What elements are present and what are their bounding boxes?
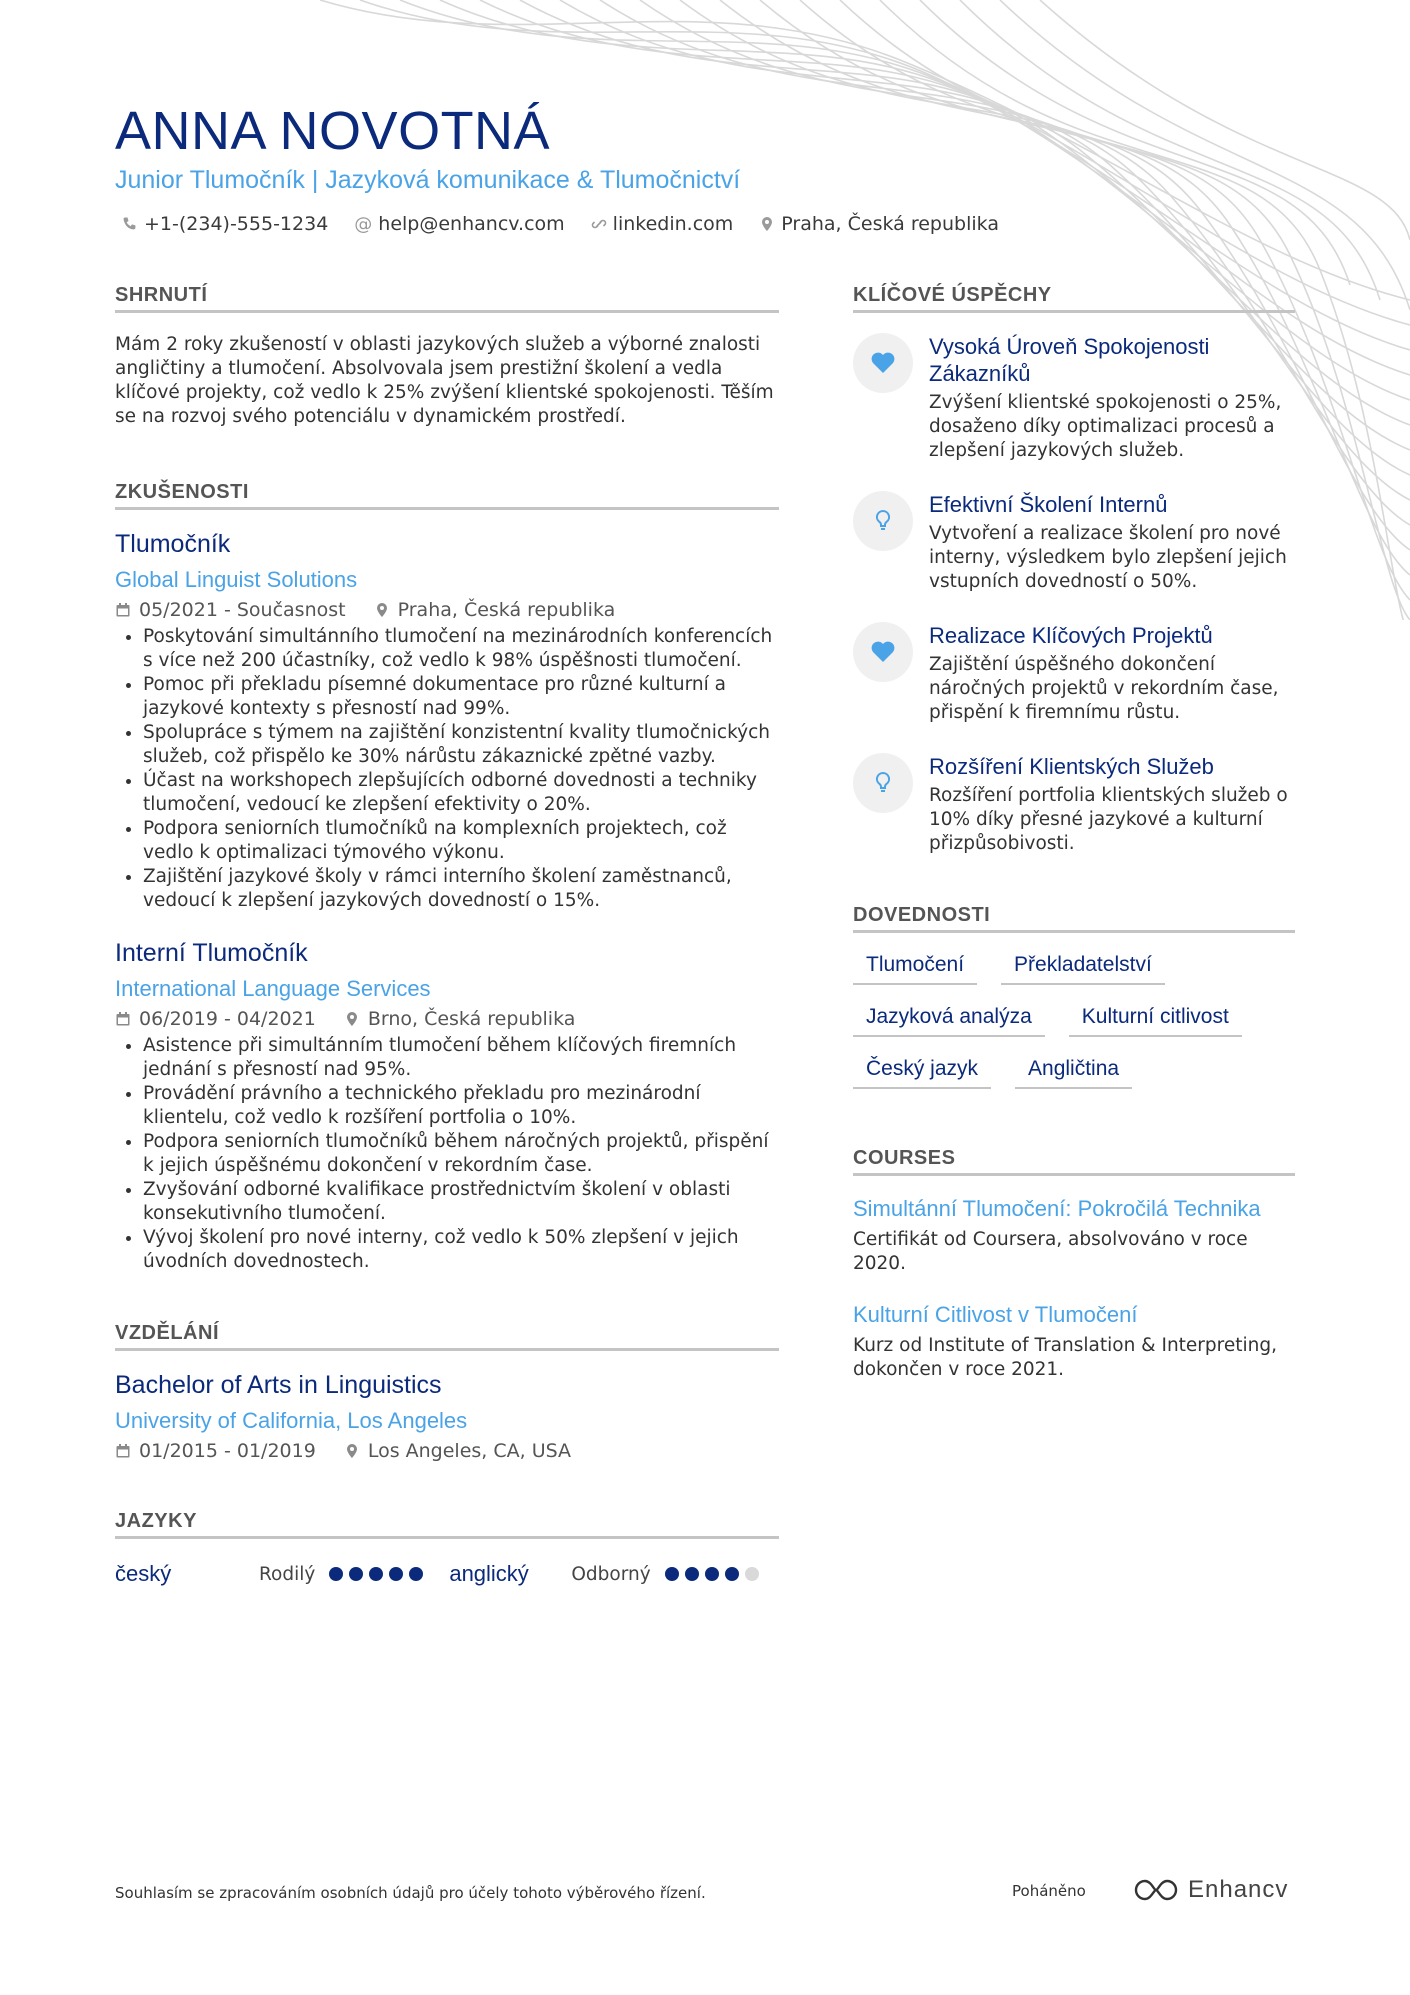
achievement-desc: Zajištění úspěšného dokončení náročných projektů v rekordním čase, přispění k firemnímu růstu. — [929, 654, 1279, 723]
job-bullet: • Provádění právního a technického překladu pro mezinárodní klientelu, což vedlo k rozšíření portfolia o 10%. — [143, 1082, 779, 1130]
language-level: Odborný — [571, 1563, 651, 1585]
job-bullets — [115, 1034, 779, 1274]
job-meta — [115, 1008, 779, 1030]
course-item — [853, 1302, 1295, 1382]
achievements-heading: KLÍČOVÉ ÚSPĚCHY — [853, 284, 1295, 313]
rating-dot — [409, 1567, 423, 1581]
candidate-name: ANNA NOVOTNÁ — [115, 101, 551, 161]
location-pin-icon — [759, 216, 775, 232]
calendar-icon — [115, 602, 131, 618]
email-text: help@enhancv.com — [378, 213, 565, 235]
course-desc: Kurz od Institute of Translation & Interpreting, dokončen v roce 2021. — [853, 1335, 1277, 1380]
heart-icon — [870, 640, 896, 664]
link-icon — [591, 216, 607, 232]
left-column — [115, 284, 779, 1587]
language-rating — [329, 1567, 449, 1581]
job-bullet: • Poskytování simultánního tlumočení na mezinárodních konferencích s více než 200 účastníky, což vedlo k 98% úspěšnosti tlumočení. — [143, 625, 779, 673]
rating-dot — [389, 1567, 403, 1581]
job-bullet: • Podpora seniorních tlumočníků na komplexních projektech, což vedlo k optimalizaci týmového výkonu. — [143, 817, 779, 865]
job-dates — [115, 599, 346, 621]
enhancv-logo[interactable] — [1132, 1876, 1288, 1904]
achievement-desc: Zvýšení klientské spokojenosti o 25%, dosaženo díky optimalizaci procesů a zlepšení jazykových služeb. — [929, 392, 1282, 461]
calendar-icon — [115, 1443, 131, 1459]
achievement-icon-circle — [853, 753, 913, 813]
achievement-item — [853, 491, 1295, 594]
achievement-icon-circle — [853, 622, 913, 682]
achievement-item — [853, 622, 1295, 725]
rating-dot — [349, 1567, 363, 1581]
job-location-text: Brno, Česká republika — [367, 1008, 576, 1030]
education-degree: Bachelor of Arts in Linguistics — [115, 1371, 442, 1399]
achievement-item — [853, 333, 1295, 463]
job-location — [374, 599, 616, 621]
job-bullet: • Účast na workshopech zlepšujících odborné dovednosti a techniky tlumočení, vedoucí ke zlepšení efektivity o 20%. — [143, 769, 779, 817]
language-level: Rodilý — [259, 1563, 316, 1585]
lightbulb-icon — [874, 509, 892, 533]
skill-tag: Překladatelství — [1001, 953, 1165, 985]
education-location — [344, 1440, 571, 1462]
summary-heading: SHRNUTÍ — [115, 284, 779, 313]
rating-dot — [685, 1567, 699, 1581]
education-dates-text: 01/2015 - 01/2019 — [139, 1440, 316, 1462]
languages-row — [115, 1561, 779, 1587]
enhancv-logo-text: Enhancv — [1188, 1876, 1289, 1903]
contact-phone[interactable] — [122, 213, 328, 235]
enhancv-logo-icon — [1132, 1877, 1180, 1903]
achievement-icon-circle — [853, 333, 913, 393]
achievement-title: Realizace Klíčových Projektů — [929, 623, 1213, 648]
skills-list — [853, 953, 1295, 1089]
course-item — [853, 1196, 1295, 1276]
linkedin-text: linkedin.com — [612, 213, 734, 235]
achievement-desc: Rozšíření portfolia klientských služeb o 10% díky přesné jazykové a kulturní přizpůsobivosti. — [929, 785, 1288, 854]
achievement-title: Rozšíření Klientských Služeb — [929, 754, 1214, 779]
job-bullet: • Spolupráce s týmem na zajištění konzistentní kvality tlumočnických služeb, což přispělo ke 30% nárůstu zákaznické zpětné vazby. — [143, 721, 779, 769]
job-company: International Language Services — [115, 976, 431, 1001]
job-dates-text: 05/2021 - Současnost — [139, 599, 346, 621]
candidate-title: Junior Tlumočník | Jazyková komunikace & Tlumočnictví — [115, 166, 741, 194]
location-text: Praha, Česká republika — [781, 213, 999, 235]
course-desc: Certifikát od Coursera, absolvováno v roce 2020. — [853, 1229, 1248, 1274]
job-bullet: • Vývoj školení pro nové interny, což vedlo k 50% zlepšení v jejich úvodních dovednostech. — [143, 1226, 779, 1274]
job-role: Tlumočník — [115, 530, 231, 558]
at-icon: @ — [354, 213, 373, 235]
education-dates — [115, 1440, 316, 1462]
skills-heading: DOVEDNOSTI — [853, 904, 1295, 933]
rating-dot — [725, 1567, 739, 1581]
skill-tag: Český jazyk — [853, 1057, 991, 1089]
skill-tag: Kulturní citlivost — [1069, 1005, 1242, 1037]
language-rating — [665, 1567, 759, 1581]
summary-text: Mám 2 roky zkušeností v oblasti jazykových služeb a výborné znalosti angličtiny a tlumočení. Absolvovala jsem prestižní školení a vedla klíčové projekty, což vedlo k 25% zvýšení klientské spokojenosti. Těším se na rozvoj svého potenciálu v dynamickém prostředí. — [115, 334, 774, 427]
consent-text: Souhlasím se zpracováním osobních údajů pro účely tohoto výběrového řízení. — [115, 1884, 706, 1902]
achievement-title: Vysoká Úroveň Spokojenosti Zákazníků — [929, 334, 1210, 386]
phone-icon — [122, 216, 138, 232]
achievement-icon-circle — [853, 491, 913, 551]
job-company: Global Linguist Solutions — [115, 567, 358, 592]
course-title: Kulturní Citlivost v Tlumočení — [853, 1302, 1138, 1327]
education-meta — [115, 1440, 779, 1462]
rating-dot — [745, 1567, 759, 1581]
job-entry — [115, 939, 779, 1274]
course-title: Simultánní Tlumočení: Pokročilá Technika — [853, 1196, 1261, 1221]
skill-tag: Angličtina — [1015, 1057, 1132, 1089]
rating-dot — [329, 1567, 343, 1581]
calendar-icon — [115, 1011, 131, 1027]
job-dates — [115, 1008, 316, 1030]
achievement-desc: Vytvoření a realizace školení pro nové interny, výsledkem bylo zlepšení jejich vstupních dovedností o 50%. — [929, 523, 1287, 592]
contact-location — [759, 213, 999, 235]
rating-dot — [705, 1567, 719, 1581]
location-pin-icon — [374, 602, 390, 618]
contact-linkedin[interactable] — [591, 213, 734, 235]
contact-bar — [122, 213, 999, 235]
language-name: český — [115, 1561, 172, 1586]
rating-dot — [665, 1567, 679, 1581]
job-bullet: • Podpora seniorních tlumočníků během náročných projektů, přispění k jejich úspěšnému dokončení v rekordním čase. — [143, 1130, 779, 1178]
lightbulb-icon — [874, 771, 892, 795]
job-role: Interní Tlumočník — [115, 939, 308, 967]
job-location-text: Praha, Česká republika — [397, 599, 616, 621]
skill-tag: Tlumočení — [853, 953, 977, 985]
achievement-title: Efektivní Školení Internů — [929, 492, 1168, 517]
language-name: anglický — [449, 1561, 529, 1586]
phone-text: +1-(234)-555-1234 — [144, 213, 329, 235]
skill-tag: Jazyková analýza — [853, 1005, 1045, 1037]
location-pin-icon — [344, 1011, 360, 1027]
job-meta — [115, 599, 779, 621]
job-bullet: • Pomoc při překladu písemné dokumentace pro různé kulturní a jazykové kontexty s přesností nad 99%. — [143, 673, 779, 721]
heart-icon — [870, 351, 896, 375]
languages-heading: JAZYKY — [115, 1510, 779, 1539]
education-entry — [115, 1371, 779, 1462]
job-dates-text: 06/2019 - 04/2021 — [139, 1008, 316, 1030]
powered-by-label: Poháněno — [1012, 1882, 1086, 1900]
achievement-item — [853, 753, 1295, 856]
right-column — [853, 284, 1295, 1408]
education-location-text: Los Angeles, CA, USA — [367, 1440, 572, 1462]
education-heading: VZDĚLÁNÍ — [115, 1322, 779, 1351]
experience-heading: ZKUŠENOSTI — [115, 481, 779, 510]
courses-heading: COURSES — [853, 1147, 1295, 1176]
contact-email[interactable] — [354, 213, 564, 235]
job-bullet: • Asistence při simultánním tlumočení během klíčových firemních jednání s přesností nad 95%. — [143, 1034, 779, 1082]
job-bullet: • Zvyšování odborné kvalifikace prostřednictvím školení v oblasti konsekutivního tlumočení. — [143, 1178, 779, 1226]
job-location — [344, 1008, 576, 1030]
job-entry — [115, 530, 779, 913]
job-bullet: • Zajištění jazykové školy v rámci interního školení zaměstnanců, vedoucí k zlepšení jazykových dovedností o 15%. — [143, 865, 779, 913]
job-bullets — [115, 625, 779, 913]
education-school: University of California, Los Angeles — [115, 1408, 468, 1433]
location-pin-icon — [344, 1443, 360, 1459]
rating-dot — [369, 1567, 383, 1581]
